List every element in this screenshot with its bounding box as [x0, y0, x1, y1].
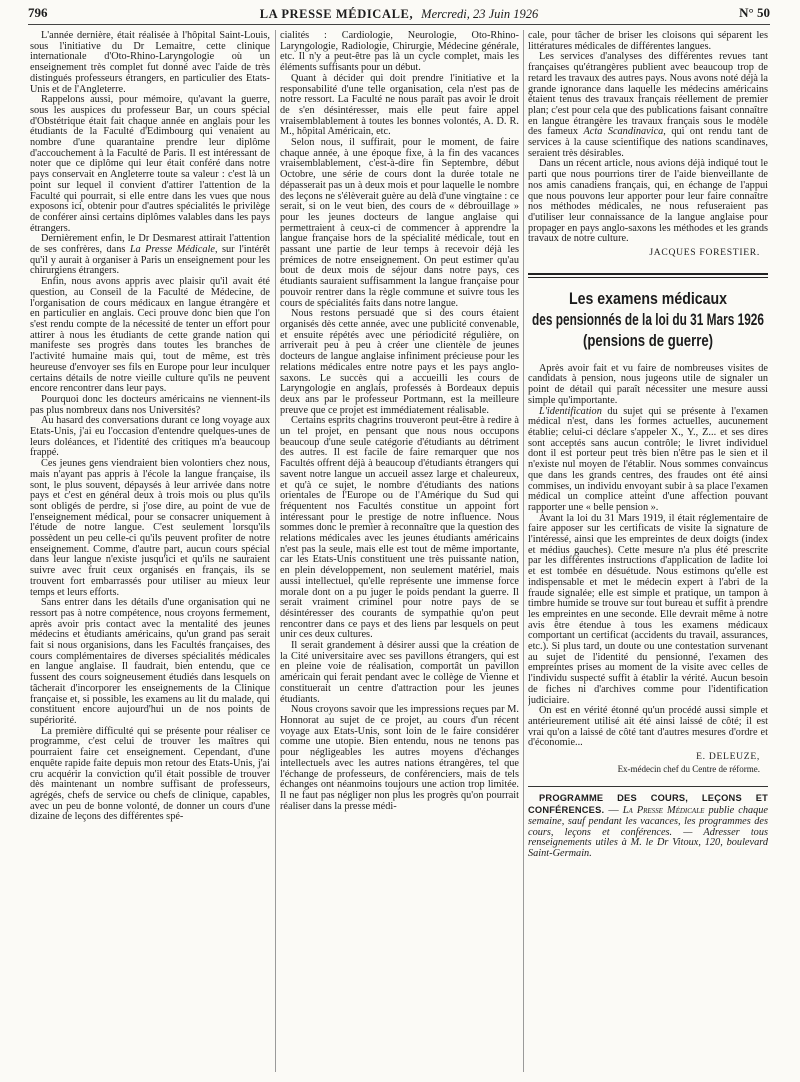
article-paragraph: Certains esprits chagrins trouveront peut-être à redire à un tel projet, en pensant que nous nous occupons beaucoup d'une seule catégorie d'étudiants au détriment des autres. Il est facile de faire remarquer que nos Facultés offrent déjà à beaucoup d'étudiants étrangers qui savent notre langue un accueil assez large et chaleureux, et qu'à ce sujet, le nombre d'étudiants des nations orientales de l'Europe ou de l'Amérique du Sud qui fréquentent nos Facultés constitue un appoint fort intéressant pour le prestige de notre influence. Nous sommes donc le premier à reconnaître que la question des relations médicales avec les jeunes étudiants américains n'est pas la seule, mais elle est tout de même importante, car les Etats-Unis constituent une très puissante nation, en plein développement, non seulement matériel, mais aussi intellectuel, qu'elle représente une immense force morale dont on a pu juger le poids pendant la guerre. Il serait vraiment criminel pour notre pays de se désintéresser des courants de sympathie qu'on peut rencontrer dans ce pays et des liens par lesquels on peut unir ces deux cultures.	[280, 415, 519, 641]
article-title-line: (pensions de guerre)	[583, 330, 713, 350]
author-signature: E. DELEUZE,	[696, 751, 760, 763]
article-paragraph: Quant à décider qui doit prendre l'initiative et la responsabilité d'une telle organisation, cela n'est pas de notre ressort. La Faculté ne nous paraît pas avoir le droit de s'en désintéresser, mais elle peut faire appel vraisemblablement à toutes les bonnes volontés, A. D. R. M., hôpital Américain, etc.	[280, 72, 519, 138]
journal-title-italic: Acta Scandinavica	[583, 126, 664, 138]
journal-title-italic: La Presse Médicale	[129, 244, 215, 256]
article-paragraph: Dans un récent article, nous avions déjà indiqué tout le parti que nous pourrions tirer de l'aide bienveillante de nos amis canadiens français, qui, en échange de l'appui que nous pouvons leur apporter pour leur faire connaître nos méthodes médicales, ne nous refuseraient pas d'utiliser leur connaissance de la langue anglaise pour propager en pays anglo-saxons les méthodes et les grands travaux de notre culture.	[528, 158, 768, 245]
section-divider	[528, 273, 768, 278]
article-title-line: des pensionnés de la loi du 31 Mars 1926	[532, 309, 764, 329]
author-role: Ex-médecin chef du Centre de réforme.	[617, 763, 760, 774]
column-divider	[523, 30, 524, 1072]
page-number: 796	[28, 5, 48, 20]
publisher-name: La Presse Médicale	[622, 805, 705, 817]
journal-name: LA PRESSE MÉDICALE,	[259, 7, 414, 21]
article-paragraph: Rappelons aussi, pour mémoire, qu'avant la guerre, sous les auspices du professeur Bar, un cours spécial d'Obstétrique était fait chaque année en anglais pour les étudiants de la Faculté d'Edimbourg qui venaient au nombre d'une quarantaine prendre leur diplôme d'accouchement à la Faculté de Paris. Il est intéressant de noter que ce diplôme qui leur était conféré dans notre pays conservait en Angleterre toute sa valeur : c'est là un point sur lequel il convient d'attirer l'attention de la Faculté qui pourrait, si elle entre dans les vues que nous exposons ici, obtenir pour d'autres spécialités le privilège de conférer ainsi certains diplômes valables dans les pays étrangers.	[30, 94, 270, 234]
article-paragraph: On est en vérité étonné qu'un procédé aussi simple et antérieurement utilisé ait été ainsi laissé de côté; il est vrai qu'on a laissé de côté tant d'autres mesures d'ordre et d'économie...	[528, 705, 768, 749]
article-paragraph	[528, 407, 768, 514]
notice-dash: —	[608, 805, 619, 817]
text-run: du sujet qui se présente à l'examen médical n'est, dans les formes actuelles, aucunement établie; celui-ci déclare s'appeler X., Y., Z... et ses dires sont acceptés sans aucun contrôle; le livret individuel dont il est porteur peut très bien n'être pas le sien et il n'existe nul moyen de l'établir. Nous sommes convaincus que dans les grands centres, des fraudes ont été ainsi commises, un individu envoyant subir à sa place l'examen médical un complice atteint d'une affection pouvant rapporter une « belle pension ».	[528, 405, 768, 513]
article-paragraph: Ces jeunes gens viendraient bien volontiers chez nous, mais n'ayant pas appris à l'école la langue française, ils sont, le plus souvent, dépaysés à leur arrivée dans notre pays et c'est en général deux à trois mois ou plus qu'ils sont obligés de perdre, si j'ose dire, au point de vue de l'enseignement médical, pour se consacrer uniquement à l'étude de notre langue. C'est seulement lorsqu'ils possèdent un peu celle-ci qu'ils peuvent profiter de notre enseignement. Comme, d'autre part, aucun cours spécial dans leur langue n'existe jusqu'ici et qu'ils ne sauraient suivre avec fruit ceux organisés en français, ils se trouvent fort embarrassés pour utiliser au mieux leur temps et leurs efforts.	[30, 458, 270, 598]
article-paragraph: Selon nous, il suffirait, pour le moment, de faire chaque année, à une époque fixe, à la fin des vacances vraisemblablement, c'est-à-dire fin Septembre, début Octobre, une série de cours dont la durée totale ne dépasserait pas un à deux mois et pour laquelle le nombre des leçons ne s'élèverait guère au delà d'une vingtaine : ce serait, si on le veut bien, des cours de « débrouillage » pour les jeunes docteurs de langue anglaise qui permettraient à ceux-ci de commencer à apprendre la langue française hors de la spécialité médicale, tout en passant une partie de leur temps à recevoir déjà les prémices de notre enseignement. On peut estimer qu'au bout de deux mois de séjour dans notre pays, ces étudiants sauraient suffisamment la langue française pour pouvoir rentrer dans la règle commune et suivre tous les cours de spécialités faits dans notre langue.	[280, 137, 519, 309]
article-paragraph: Sans entrer dans les détails d'une organisation qui ne ressort pas à notre compétence, nous croyons fermement, après avoir pris contact avec la mentalité des jeunes médecins et étudiants américains, qu'un grand pas serait fait si nous organisions, dans les Facultés françaises, des cours complémentaires de diverses spécialités médicales en langue anglaise. Il faudrait, bien entendu, que ce fussent des cours soigneusement étudiés dans lesquels on tâcherait d'incorporer les enseignements de la Clinique française et, si possible, les examens au lit du malade, qui constituent encore aujourd'hui un de nos points de supériorité.	[30, 597, 270, 726]
author-signature: JACQUES FORESTIER.	[649, 247, 760, 259]
article-title	[528, 288, 768, 352]
article-paragraph: L'année dernière, était réalisée à l'hôpital Saint-Louis, sous l'initiative du Dr Lemaitre, cette clinique internationale d'Oto-Rhino-Laryngologie où un enseignement très complet fut donné avec l'aide de très distingués professeurs étrangers, en particulier des Etats-Unis et de l'Angleterre.	[30, 31, 270, 95]
article-paragraph: Il serait grandement à désirer aussi que la création de la Cité universitaire avec ses pavillons étrangers, qui est en pleine voie de réalisation, comportât un pavillon américain qui ferait pendant avec le collège de Vienne et constituerait un centre d'attraction pour les jeunes étudiants.	[280, 640, 519, 705]
column-middle	[280, 31, 519, 1075]
text-run: , sur l'intérêt qu'il y aurait à organiser à Paris un enseignement pour les chirurgiens étrangers.	[30, 244, 270, 277]
text-run: Dernièrement enfin, le Dr Desmarest attirait l'attention de ses confrères, dans	[30, 233, 270, 256]
article-paragraph: Nous croyons savoir que les impressions reçues par M. Honnorat au sujet de ce projet, au cours d'un récent voyage aux Etats-Unis, sont loin de le faire considérer comme une utopie. Bien entendu, nous ne tenons pas pour négligeables les autres moyens d'échanges intellectuels avec les autres nations étrangères, tel que l'échange de professeurs, de conférenciers, mais de tels échanges ont néanmoins toujours une action trop limitée. Il ne faut pas négliger non plus les progrès qu'on pourrait réaliser dans la presse médi-	[280, 704, 519, 812]
issue-number: N° 50	[739, 5, 770, 20]
issue-date: Mercredi, 23 Juin 1926	[421, 7, 539, 21]
article-paragraph: Pourquoi donc les docteurs américains ne viennent-ils pas plus nombreux dans nos Universités?	[30, 393, 270, 416]
masthead	[28, 5, 770, 23]
article-paragraph: Enfin, nous avons appris avec plaisir qu'il avait été question, au Conseil de la Faculté de Médecine, de l'organisation de cours médicaux en langue étrangère et en particulier en anglais. Ceci prouve donc bien que l'on s'est rendu compte de la nécessité de tenter un effort pour attirer à nous les étudiants de cette grande nation qui manifeste ses progrès dans toutes les branches de l'activité humaine mais qui, tout de même, est très heureuse d'envoyer ses fils en Europe pour leur inculquer certains détails de notre vieille culture qu'ils ne peuvent encore rencontrer dans leur pays.	[30, 276, 270, 395]
notice-heading: PROGRAMME DES COURS, LEÇONS ET CONFÉRENCES.	[528, 793, 768, 816]
notice-text: publie chaque semaine, sauf pendant les vacances, les programmes des cours, leçons et conférences. — Adresser tous renseignements utiles à M. le Dr Vitoux, 120, boulevard Saint-Germain.	[528, 805, 768, 859]
header-rule	[28, 24, 770, 25]
article-paragraph: Avant la loi du 31 Mars 1919, il était réglementaire de faire apposer sur les certificats de visite la signature de l'intéressé, ainsi que les empreintes de deux doigts (index et médius gauches). Cette mesure n'a plus été prescrite par les différentes instructions d'application de ladite loi et est tombée en désuétude. Nous estimons qu'elle est indispensable et met le médecin expert à l'abri de la fraude signalée; elle est simple et pratique, un tampon à timbre humide se trouve sur tout bureau et suffit à prendre les empreintes en une seconde. Elle devrait même à notre avis être étendue à tous les examens médicaux comportant un certificat (accidents du travail, assurances, etc.). Si plus tard, un doute ou une contestation survenant au sujet de l'identité du pensionné, l'examen des empreintes prises au moment de la visite avec celles de l'individu suspecté suffit à établir la vérité. Aucun besoin de fiches ni d'archives comme pour l'identification judiciaire.	[528, 512, 768, 706]
notice-paragraph	[528, 793, 768, 859]
article-paragraph	[30, 234, 270, 277]
article-paragraph	[528, 52, 768, 159]
italic-run: L'identification	[539, 405, 602, 417]
text-run: Les services d'analyses des différentes revues tant françaises qu'étrangères publient avec beaucoup trop de retard les travaux des autres pays. Nous avons noté déjà la grande ignorance dans laquelle les médecins américains étaient tenus des travaux français réellement de premier plan; c'est pour cela que des publications faisant connaître en langue étrangère les travaux français sous le modèle des fameux	[528, 51, 768, 138]
page-header	[28, 5, 770, 23]
article-title-line: Les examens médicaux	[569, 288, 728, 308]
article-paragraph: Après avoir fait et vu faire de nombreuses visites de candidats à pension, nous jugeons utile de signaler un point de détail qui paraît nécessiter une mesure aussi simple qu'importante.	[528, 362, 768, 406]
article-paragraph: Au hasard des conversations durant ce long voyage aux Etats-Unis, j'ai eu l'occasion d'entendre quelques-unes de leurs doléances, et l'identité des critiques m'a beaucoup frappé.	[30, 415, 270, 459]
article-paragraph: cialités : Cardiologie, Neurologie, Oto-Rhino-Laryngologie, Radiologie, Chirurgie, Médecine générale, etc. Il n'y a peut-être pas là un cycle complet, mais les éléments suffisants pour un début.	[280, 31, 519, 74]
article-paragraph: Nous restons persuadé que si des cours étaient organisés dès cette année, avec une publicité convenable, et ensuite répétés avec une périodicité régulière, on arriverait peu à peu à créer une clientèle de jeunes docteurs de langue anglaise infiniment précieuse pour les relations médicales entre notre pays et les pays anglo-saxons. Le succès qui a accueilli les cours de Laryngologie en anglais, professés à Bordeaux depuis deux ans par le professeur Portmann, est la meilleure preuve que ce projet est immédiatement réalisable.	[280, 308, 519, 416]
column-divider	[275, 30, 276, 1072]
section-divider	[528, 786, 768, 787]
column-left	[30, 31, 270, 1075]
text-run: , qui ont rendu tant de services à la cause scientifique des nations scandinaves, seraient très désirables.	[528, 126, 768, 159]
column-right	[528, 31, 768, 1075]
article-paragraph: La première difficulté qui se présente pour réaliser ce programme, c'est celui de trouver les maîtres qui pourraient faire cet enseignement. Cependant, d'une enquête rapide faite depuis mon retour des Etats-Unis, j'ai cru acquérir la conviction qu'il était possible de trouver dès maintenant un nombre suffisant de professeurs, agrégés, chefs de service ou chefs de clinique, capables, avec un peu de bonne volonté, de donner un cours d'une dizaine de leçons des différentes spé-	[30, 725, 270, 823]
article-paragraph: cale, pour tâcher de briser les cloisons qui séparent les littératures médicales de différentes langues.	[528, 31, 768, 52]
